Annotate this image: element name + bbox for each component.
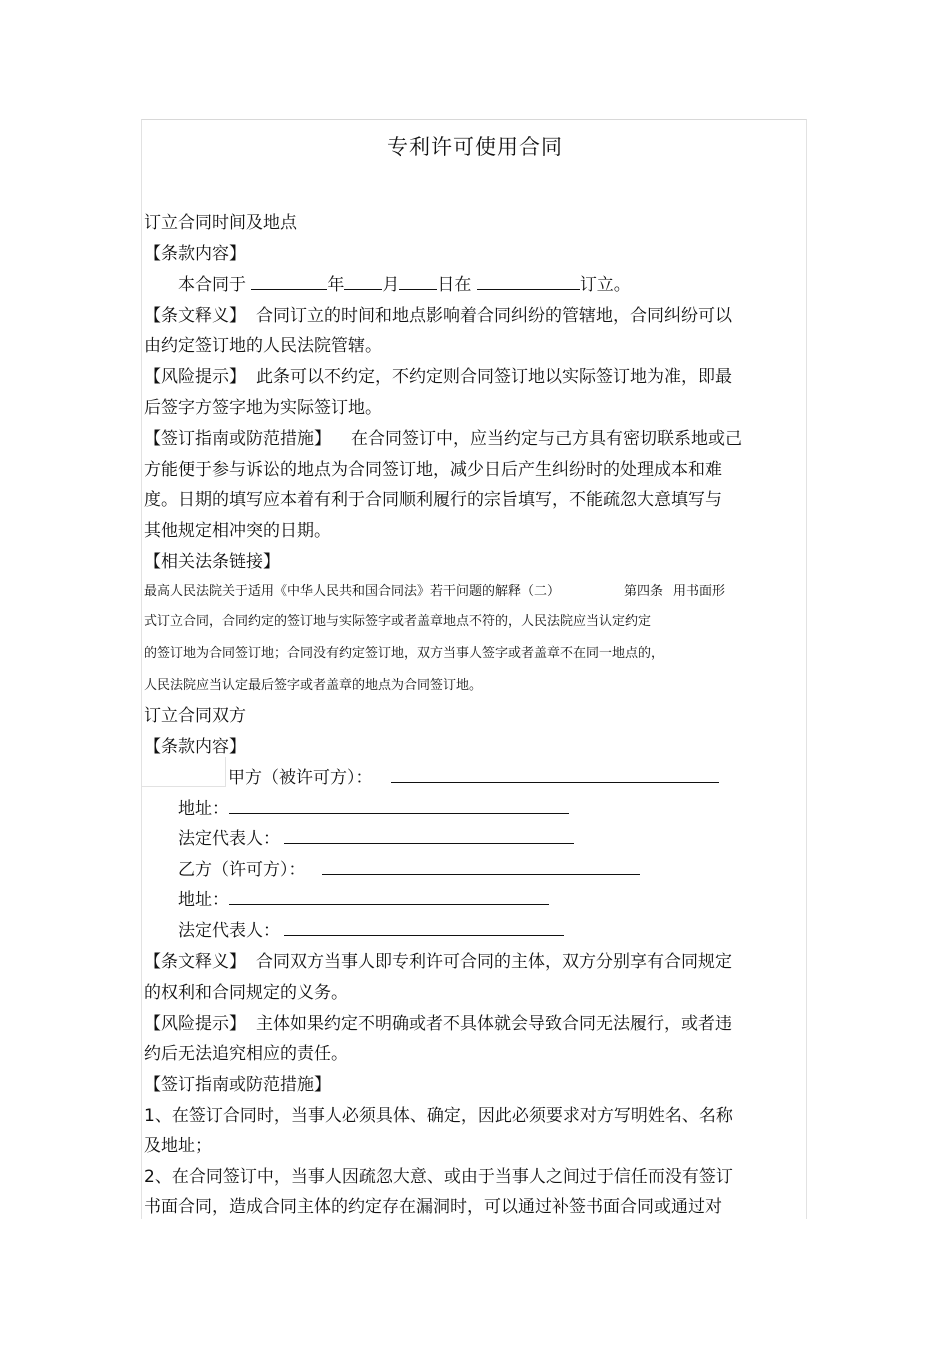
- guide2-label: 【签订指南或防范措施】: [144, 1075, 331, 1095]
- address-b-label: 地址：: [178, 890, 229, 910]
- risk2-line-2: 约后无法追究相应的责任。: [144, 1044, 348, 1064]
- law-line-2: 式订立合同，合同约定的签订地与实际签字或者盖章地点不符的，人民法院应当认定约定: [144, 614, 652, 629]
- rep-b-label: 法定代表人：: [178, 921, 280, 941]
- party-b-blank[interactable]: [322, 860, 640, 875]
- month-label: 月: [382, 275, 400, 295]
- rep-b-blank[interactable]: [284, 921, 564, 936]
- interp2-line-1: [144, 951, 732, 973]
- rep-a-label: 法定代表人：: [178, 829, 280, 849]
- guide-text: 在合同签订中，应当约定与己方具有密切联系地或己: [351, 429, 742, 449]
- law-line-3: 的签订地为合同签订地；合同没有约定签订地，双方当事人签字或者盖章不在同一地点的，: [144, 646, 665, 661]
- law-article: 第四条: [624, 584, 664, 599]
- rep-b-line: [178, 920, 564, 942]
- risk2-label: 【风险提示】: [144, 1014, 246, 1034]
- year-blank[interactable]: [251, 275, 327, 290]
- guide2-item1-line1: 1、在签订合同时，当事人必须具体、确定，因此必须要求对方写明姓名、名称: [144, 1106, 733, 1126]
- interp2-line-2: 的权利和合同规定的义务。: [144, 983, 348, 1003]
- place-blank[interactable]: [477, 275, 580, 290]
- rep-a-blank[interactable]: [284, 829, 574, 844]
- interp2-text: 合同双方当事人即专利许可合同的主体，双方分别享有合同规定: [256, 952, 732, 972]
- law-link-label: 【相关法条链接】: [144, 552, 280, 572]
- section-heading-time-place: 订立合同时间及地点: [144, 213, 297, 233]
- party-a-blank[interactable]: [391, 768, 719, 783]
- rep-a-line: [178, 828, 574, 850]
- interp-line-1: [144, 305, 732, 327]
- year-label: 年: [327, 275, 345, 295]
- party-b-label: 乙方（许可方）：: [178, 860, 306, 880]
- guide2-item2-line2: 书面合同，造成合同主体的约定存在漏洞时，可以通过补签书面合同或通过对: [144, 1197, 722, 1217]
- law-title: 最高人民法院关于适用《中华人民共和国合同法》若干问题的解释（二）: [144, 584, 561, 599]
- law-line-1: [144, 583, 725, 601]
- interp-text: 合同订立的时间和地点影响着合同纠纷的管辖地，合同纠纷可以: [256, 306, 732, 326]
- clause-date-place-line: [178, 274, 631, 296]
- interp2-label: 【条文释义】: [144, 952, 246, 972]
- guide-label: 【签订指南或防范措施】: [144, 429, 331, 449]
- law-line-4: 人民法院应当认定最后签字或者盖章的地点为合同签订地。: [144, 678, 483, 693]
- clause-prefix: 本合同于: [178, 275, 246, 295]
- guide-line-2: 方能便于参与诉讼的地点为合同签订地，减少日后产生纠纷时的处理成本和难: [144, 460, 722, 480]
- guide2-item1-line2: 及地址；: [144, 1136, 212, 1156]
- day-label: 日在: [437, 275, 472, 295]
- risk2-line-1: [144, 1013, 732, 1035]
- clause-content-label-2: 【条款内容】: [144, 737, 246, 757]
- interp-label: 【条文释义】: [144, 306, 246, 326]
- address-a-line: [178, 798, 569, 820]
- interp-line-2: 由约定签订地的人民法院管辖。: [144, 336, 382, 356]
- risk-label: 【风险提示】: [144, 367, 246, 387]
- risk2-text: 主体如果约定不明确或者不具体就会导致合同无法履行，或者违: [256, 1014, 732, 1034]
- law-text: 用书面形: [673, 584, 726, 599]
- address-a-label: 地址：: [178, 799, 229, 819]
- clause-suffix: 订立。: [579, 275, 631, 295]
- risk-line-1: [144, 366, 732, 388]
- month-blank[interactable]: [344, 275, 382, 290]
- address-a-blank[interactable]: [229, 799, 569, 814]
- guide2-item2-line1: 2、在合同签订中，当事人因疏忽大意、或由于当事人之间过于信任而没有签订: [144, 1167, 733, 1187]
- clause-content-label: 【条款内容】: [144, 244, 246, 264]
- section-heading-parties: 订立合同双方: [144, 706, 246, 726]
- address-b-blank[interactable]: [229, 890, 549, 905]
- guide-line-1: [144, 428, 742, 450]
- guide-line-4: 其他规定相冲突的日期。: [144, 521, 331, 541]
- party-a-label: 甲方（被许可方）：: [228, 768, 373, 788]
- guide-line-3: 度。日期的填写应本着有利于合同顺利履行的宗旨填写，不能疏忽大意填写与: [144, 490, 722, 510]
- party-b-line: [178, 859, 640, 881]
- day-blank[interactable]: [399, 275, 437, 290]
- risk-line-2: 后签字方签字地为实际签订地。: [144, 398, 382, 418]
- table-cell-empty: [141, 757, 226, 787]
- document-title: 专利许可使用合同: [387, 135, 563, 159]
- party-a-line: [228, 767, 719, 789]
- address-b-line: [178, 889, 549, 911]
- risk-text: 此条可以不约定，不约定则合同签订地以实际签订地为准，即最: [256, 367, 732, 387]
